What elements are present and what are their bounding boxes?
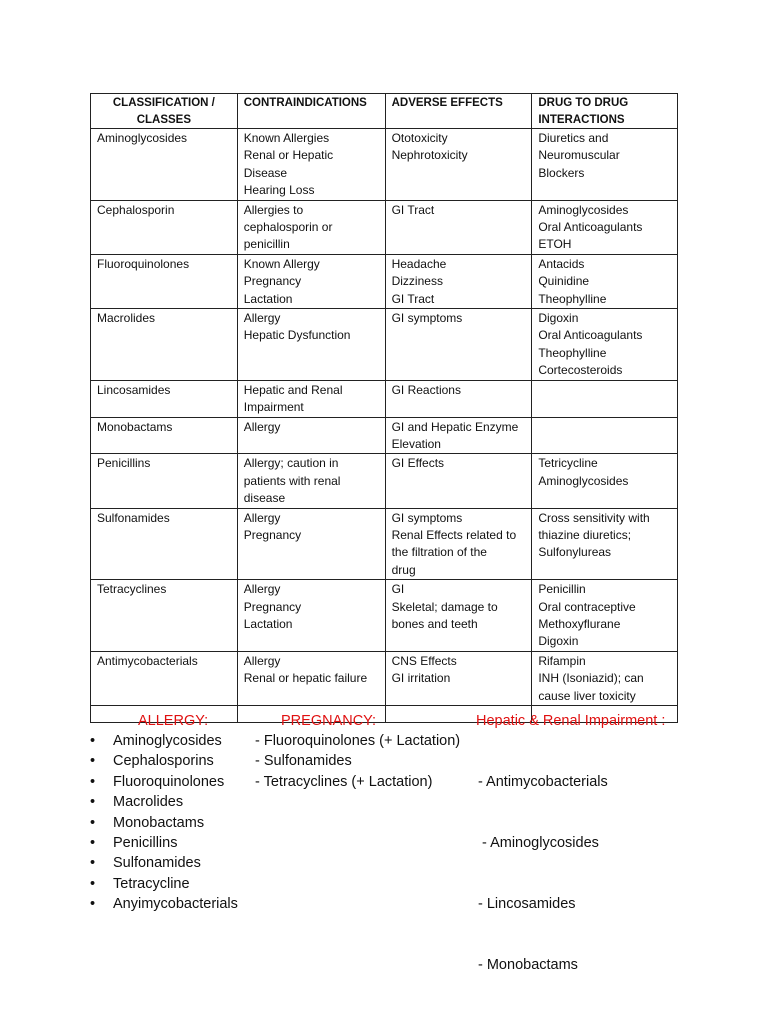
cell-interactions: Tetricycline Aminoglycosides [532,454,678,508]
table-row [91,129,678,201]
cell-contraindications: Allergy; caution in patients with renal disease [237,454,385,508]
list-item [90,751,238,771]
bullet-icon: • [90,896,96,913]
bullet-icon: • [90,814,96,831]
cell-interactions: Cross sensitivity with thiazine diuretics; Sulfonylureas [532,508,678,580]
table-header-row [91,94,678,129]
table-row [91,380,678,417]
allergy-item: Macrolides [113,794,184,811]
table-row [91,651,678,705]
list-item [90,813,238,833]
cell-contraindications: Known Allergy Pregnancy Lactation [237,254,385,308]
list-item: - Fluoroquinolones (+ Lactation) [255,733,461,749]
cell-class: Macrolides [91,309,238,381]
header-classification: CLASSIFICATION / CLASSES [91,94,238,129]
list-item [90,731,238,751]
cell-class: Cephalosporin [91,200,238,254]
cell-interactions: Diuretics and Neuromuscular Blockers [532,129,678,201]
cell-contraindications: Allergy Pregnancy Lactation [237,580,385,652]
header-contraindications: CONTRAINDICATIONS [237,94,385,129]
header-drug-interactions: DRUG TO DRUG INTERACTIONS [532,94,678,129]
list-item: - Tetracyclines (+ Lactation) [255,773,433,790]
header-adverse-effects: ADVERSE EFFECTS [385,94,532,129]
cell-adverse-effects: GI Tract [385,200,532,254]
cell-contraindications: Allergy Pregnancy [237,508,385,580]
cell-adverse-effects: GI Effects [385,454,532,508]
cell-contraindications: Known Allergies Renal or Hepatic Disease Hearing Loss [237,129,385,201]
allergy-item: Penicillins [113,835,178,852]
drug-classification-table [90,93,678,723]
cell-contraindications: Allergies to cephalosporin or penicillin [237,200,385,254]
hepatic-renal-heading: Hepatic & Renal Impairment : [476,713,666,729]
pregnancy-list [255,731,460,792]
cell-interactions: Antacids Quinidine Theophylline [532,254,678,308]
pregnancy-heading: PREGNANCY: [281,713,377,729]
cell-interactions: Aminoglycosides Oral Anticoagulants ETOH [532,200,678,254]
cell-adverse-effects: GI Reactions [385,380,532,417]
cell-class: Antimycobacterials [91,651,238,705]
cell-interactions [532,380,678,417]
allergy-item: Fluoroquinolones [113,773,225,790]
bullet-icon: • [90,733,96,749]
bullet-icon: • [90,773,96,790]
list-item: - Monobactams [478,957,578,974]
cell-adverse-effects: CNS Effects GI irritation [385,651,532,705]
cell-adverse-effects: GI symptoms Renal Effects related to the filtration of the drug [385,508,532,580]
cell-adverse-effects: GI symptoms [385,309,532,381]
cell-adverse-effects: GI and Hepatic Enzyme Elevation [385,417,532,454]
cell-adverse-effects: GI Skeletal; damage to bones and teeth [385,580,532,652]
cell-interactions: Penicillin Oral contraceptive Methoxyflurane Digoxin [532,580,678,652]
table-row [91,254,678,308]
cell-class: Monobactams [91,417,238,454]
table-row [91,580,678,652]
list-item: - Antimycobacterials [478,773,608,790]
list-item: - Sulfonamides [255,753,352,770]
allergy-item: Monobactams [113,814,205,831]
list-item [90,833,238,853]
bullet-icon: • [90,835,96,852]
cell-interactions: Digoxin Oral Anticoagulants Theophylline Cortecosteroids [532,309,678,381]
cell-interactions [532,417,678,454]
list-item [90,772,238,792]
allergy-item: Anyimycobacterials [113,896,238,913]
table-row [91,309,678,381]
cell-class: Tetracyclines [91,580,238,652]
cell-class: Sulfonamides [91,508,238,580]
table-row [91,200,678,254]
table-row [91,508,678,580]
cell-class: Fluoroquinolones [91,254,238,308]
list-item: - Lincosamides [478,896,576,913]
cell-interactions: Rifampin INH (Isoniazid); can cause liver toxicity [532,651,678,705]
bullet-icon: • [90,753,96,770]
table-row [91,417,678,454]
cell-adverse-effects: Headache Dizziness GI Tract [385,254,532,308]
cell-class: Lincosamides [91,380,238,417]
list-item [90,874,238,894]
bullet-icon: • [90,855,96,872]
list-item: - Aminoglycosides [478,835,599,852]
cell-contraindications: Allergy [237,417,385,454]
list-item [90,894,238,914]
allergy-item: Sulfonamides [113,855,201,872]
cell-adverse-effects: Ototoxicity Nephrotoxicity [385,129,532,201]
allergy-item: Aminoglycosides [113,733,222,749]
hepatic-renal-list [478,731,608,996]
allergy-item: Tetracycline [113,875,190,892]
allergy-list [90,731,238,915]
allergy-heading: ALLERGY: [138,713,209,729]
cell-contraindications: Allergy Hepatic Dysfunction [237,309,385,381]
list-item [90,853,238,873]
bullet-icon: • [90,794,96,811]
cell-class: Aminoglycosides [91,129,238,201]
cell-class: Penicillins [91,454,238,508]
bullet-icon: • [90,875,96,892]
table-row [91,454,678,508]
allergy-item: Cephalosporins [113,753,214,770]
list-item [90,792,238,812]
cell-contraindications: Allergy Renal or hepatic failure [237,651,385,705]
cell-contraindications: Hepatic and Renal Impairment [237,380,385,417]
